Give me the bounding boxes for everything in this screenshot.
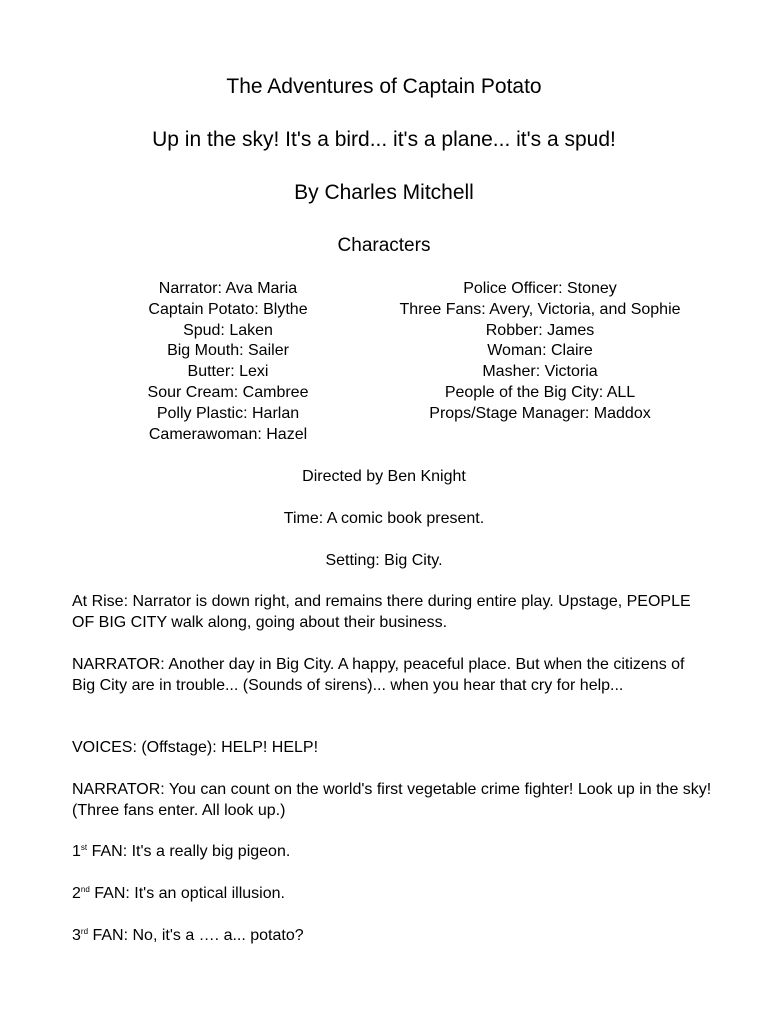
at-rise-direction: At Rise: Narrator is down right, and remains there during entire play. Upstage, PEOPLE OF BIG CITY walk along, going about their business.	[72, 593, 691, 631]
cast-entry: Police Officer: Stoney	[463, 280, 617, 297]
fan-1-line	[72, 842, 712, 863]
ordinal-suffix: nd	[80, 885, 90, 894]
cast-entry: Narrator: Ava Maria	[158, 280, 298, 297]
cast-entry: Props/Stage Manager: Maddox	[429, 404, 651, 422]
fan-number: 2	[72, 885, 81, 902]
cast-entry: Big Mouth: Sailer	[167, 342, 289, 360]
fan-3-line	[72, 926, 712, 947]
ordinal-suffix: st	[80, 843, 88, 852]
cast-list-right	[365, 279, 715, 425]
play-title: The Adventures of Captain Potato	[226, 75, 542, 98]
characters-heading: Characters	[337, 235, 431, 256]
voices-line: VOICES: (Offstage): HELP! HELP!	[72, 739, 319, 756]
author-byline: By Charles Mitchell	[294, 181, 474, 204]
cast-list-left	[113, 279, 343, 445]
play-subtitle: Up in the sky! It's a bird... it's a plane... it's a spud!	[152, 128, 616, 151]
narrator-line-2: NARRATOR: You can count on the world's first vegetable crime fighter! Look up in the sky! (Three fans enter. All look up.)	[72, 781, 712, 819]
ordinal-suffix: rd	[80, 927, 89, 936]
director-credit: Directed by Ben Knight	[302, 468, 466, 485]
fan-dialogue: FAN: It's an optical illusion.	[89, 885, 285, 902]
cast-entry: Sour Cream: Cambree	[147, 383, 309, 401]
cast-entry: Woman: Claire	[487, 342, 593, 360]
setting-note: Setting: Big City.	[325, 552, 443, 569]
cast-entry: Robber: James	[485, 321, 595, 339]
fan-2-line	[72, 884, 712, 905]
cast-entry: Polly Plastic: Harlan	[156, 404, 300, 422]
narrator-line-1: NARRATOR: Another day in Big City. A happy, peaceful place. But when the citizens of Big City are in trouble... (Sounds of sirens)... when you hear that cry for help...	[72, 656, 685, 694]
cast-entry: Camerawoman: Hazel	[148, 425, 308, 443]
time-note: Time: A comic book present.	[283, 510, 485, 527]
cast-entry: Three Fans: Avery, Victoria, and Sophie	[399, 300, 681, 318]
fan-dialogue: FAN: No, it's a …. a... potato?	[88, 927, 304, 944]
cast-entry: People of the Big City: ALL	[444, 383, 636, 401]
fan-number: 1	[72, 843, 81, 860]
fan-number: 3	[72, 927, 81, 944]
fan-dialogue: FAN: It's a really big pigeon.	[87, 843, 291, 860]
cast-entry: Captain Potato: Blythe	[148, 300, 308, 318]
cast-entry: Spud: Laken	[183, 321, 273, 339]
cast-entry: Butter: Lexi	[187, 363, 269, 381]
cast-entry: Masher: Victoria	[482, 363, 598, 381]
